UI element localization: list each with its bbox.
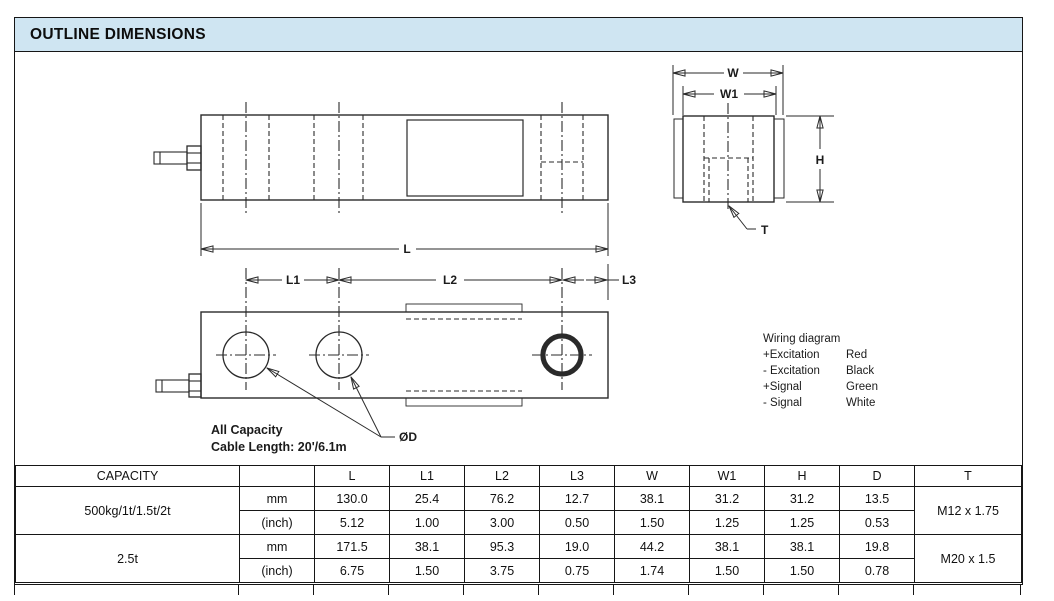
dim-label-T: T [761,223,769,237]
thread-cell: M12 x 1.75 [915,487,1022,535]
value-cell: 38.1 [390,535,465,559]
value-cell: 1.00 [390,511,465,535]
wiring-signal: +Signal [763,381,802,393]
dim-label-W1: W1 [720,87,738,101]
value-cell: 38.1 [690,535,765,559]
value-cell: 76.2 [465,487,540,511]
value-cell: 38.1 [765,535,840,559]
name-plate [407,120,523,196]
wiring-signal: - Signal [763,397,802,409]
table-header-row [16,466,1022,487]
unit-cell: mm [240,535,315,559]
value-cell: 1.50 [615,511,690,535]
value-cell: 1.50 [690,559,765,583]
wiring-color: Black [846,365,875,377]
dim-label-L: L [403,242,411,256]
value-cell: 95.3 [465,535,540,559]
capacity-note-line2: Cable Length: 20'/6.1m [211,440,347,454]
wiring-color: White [846,397,876,409]
unit-cell: mm [240,487,315,511]
value-cell: 13.5 [840,487,915,511]
dim-label-H: H [815,153,825,167]
value-cell: 31.2 [765,487,840,511]
table-row-mm [16,535,1022,559]
col-header-D: D [840,466,915,487]
value-cell: 5.12 [315,511,390,535]
load-cell-body-side [201,115,608,200]
capacity-cell: 2.5t [16,535,240,583]
leader-T [729,206,756,229]
value-cell: 1.25 [765,511,840,535]
col-header-H: H [765,466,840,487]
value-cell: 1.25 [690,511,765,535]
dim-label-W: W [727,66,739,80]
hatched-plate-left [674,119,683,198]
hatched-plate-right [774,119,784,198]
page-title: OUTLINE DIMENSIONS [30,25,206,43]
outline-dimensions-drawing [15,52,1024,465]
wiring-color: Red [846,349,868,361]
value-cell: 0.50 [540,511,615,535]
value-cell: 12.7 [540,487,615,511]
sealing-slots [406,304,522,406]
thread-cell: M20 x 1.5 [915,535,1022,583]
table-gridline-stubs [14,584,1023,596]
unit-cell: (inch) [240,559,315,583]
value-cell: 6.75 [315,559,390,583]
col-header-L: L [315,466,390,487]
content-frame [14,17,1023,585]
value-cell: 1.50 [390,559,465,583]
wiring-title: Wiring diagram [763,333,841,345]
value-cell: 44.2 [615,535,690,559]
value-cell: 19.0 [540,535,615,559]
table-row-mm [16,487,1022,511]
col-header-W: W [615,466,690,487]
value-cell: 3.00 [465,511,540,535]
wiring-color: Green [846,381,878,393]
dim-label-L2: L2 [442,273,458,287]
dim-label-L3: L3 [622,273,637,287]
value-cell: 3.75 [465,559,540,583]
col-header-capacity: CAPACITY [16,466,240,487]
wiring-diagram-legend [763,333,878,409]
dim-H [786,116,834,202]
value-cell: 31.2 [690,487,765,511]
dim-label-L1: L1 [285,273,301,287]
col-header-L3: L3 [540,466,615,487]
col-header-L1: L1 [390,466,465,487]
col-header-unit [240,466,315,487]
dimensions-table [15,465,1022,583]
value-cell: 19.8 [840,535,915,559]
value-cell: 38.1 [615,487,690,511]
end-view-drawing [673,65,834,237]
unit-cell: (inch) [240,511,315,535]
drawing-area [15,52,1022,465]
value-cell: 130.0 [315,487,390,511]
hidden-hole-lines [223,115,583,200]
section-header-bar [15,18,1022,52]
leader-diameter-D [267,368,395,437]
capacity-cell: 500kg/1t/1.5t/2t [16,487,240,535]
value-cell: 171.5 [315,535,390,559]
value-cell: 1.50 [765,559,840,583]
value-cell: 0.75 [540,559,615,583]
value-cell: 25.4 [390,487,465,511]
col-header-T: T [915,466,1022,487]
wiring-signal: +Excitation [763,349,820,361]
value-cell: 1.74 [615,559,690,583]
cable-connector [154,146,201,170]
top-view-drawing [156,264,636,454]
col-header-W1: W1 [690,466,765,487]
dim-label-diameter-D: ØD [399,430,417,444]
hole-centerlines-side [246,102,562,215]
wiring-signal: - Excitation [763,365,820,377]
col-header-L2: L2 [465,466,540,487]
cable-connector-top [156,374,201,397]
value-cell: 0.53 [840,511,915,535]
capacity-note-line1: All Capacity [211,423,283,437]
value-cell: 0.78 [840,559,915,583]
side-view-drawing [154,102,608,256]
